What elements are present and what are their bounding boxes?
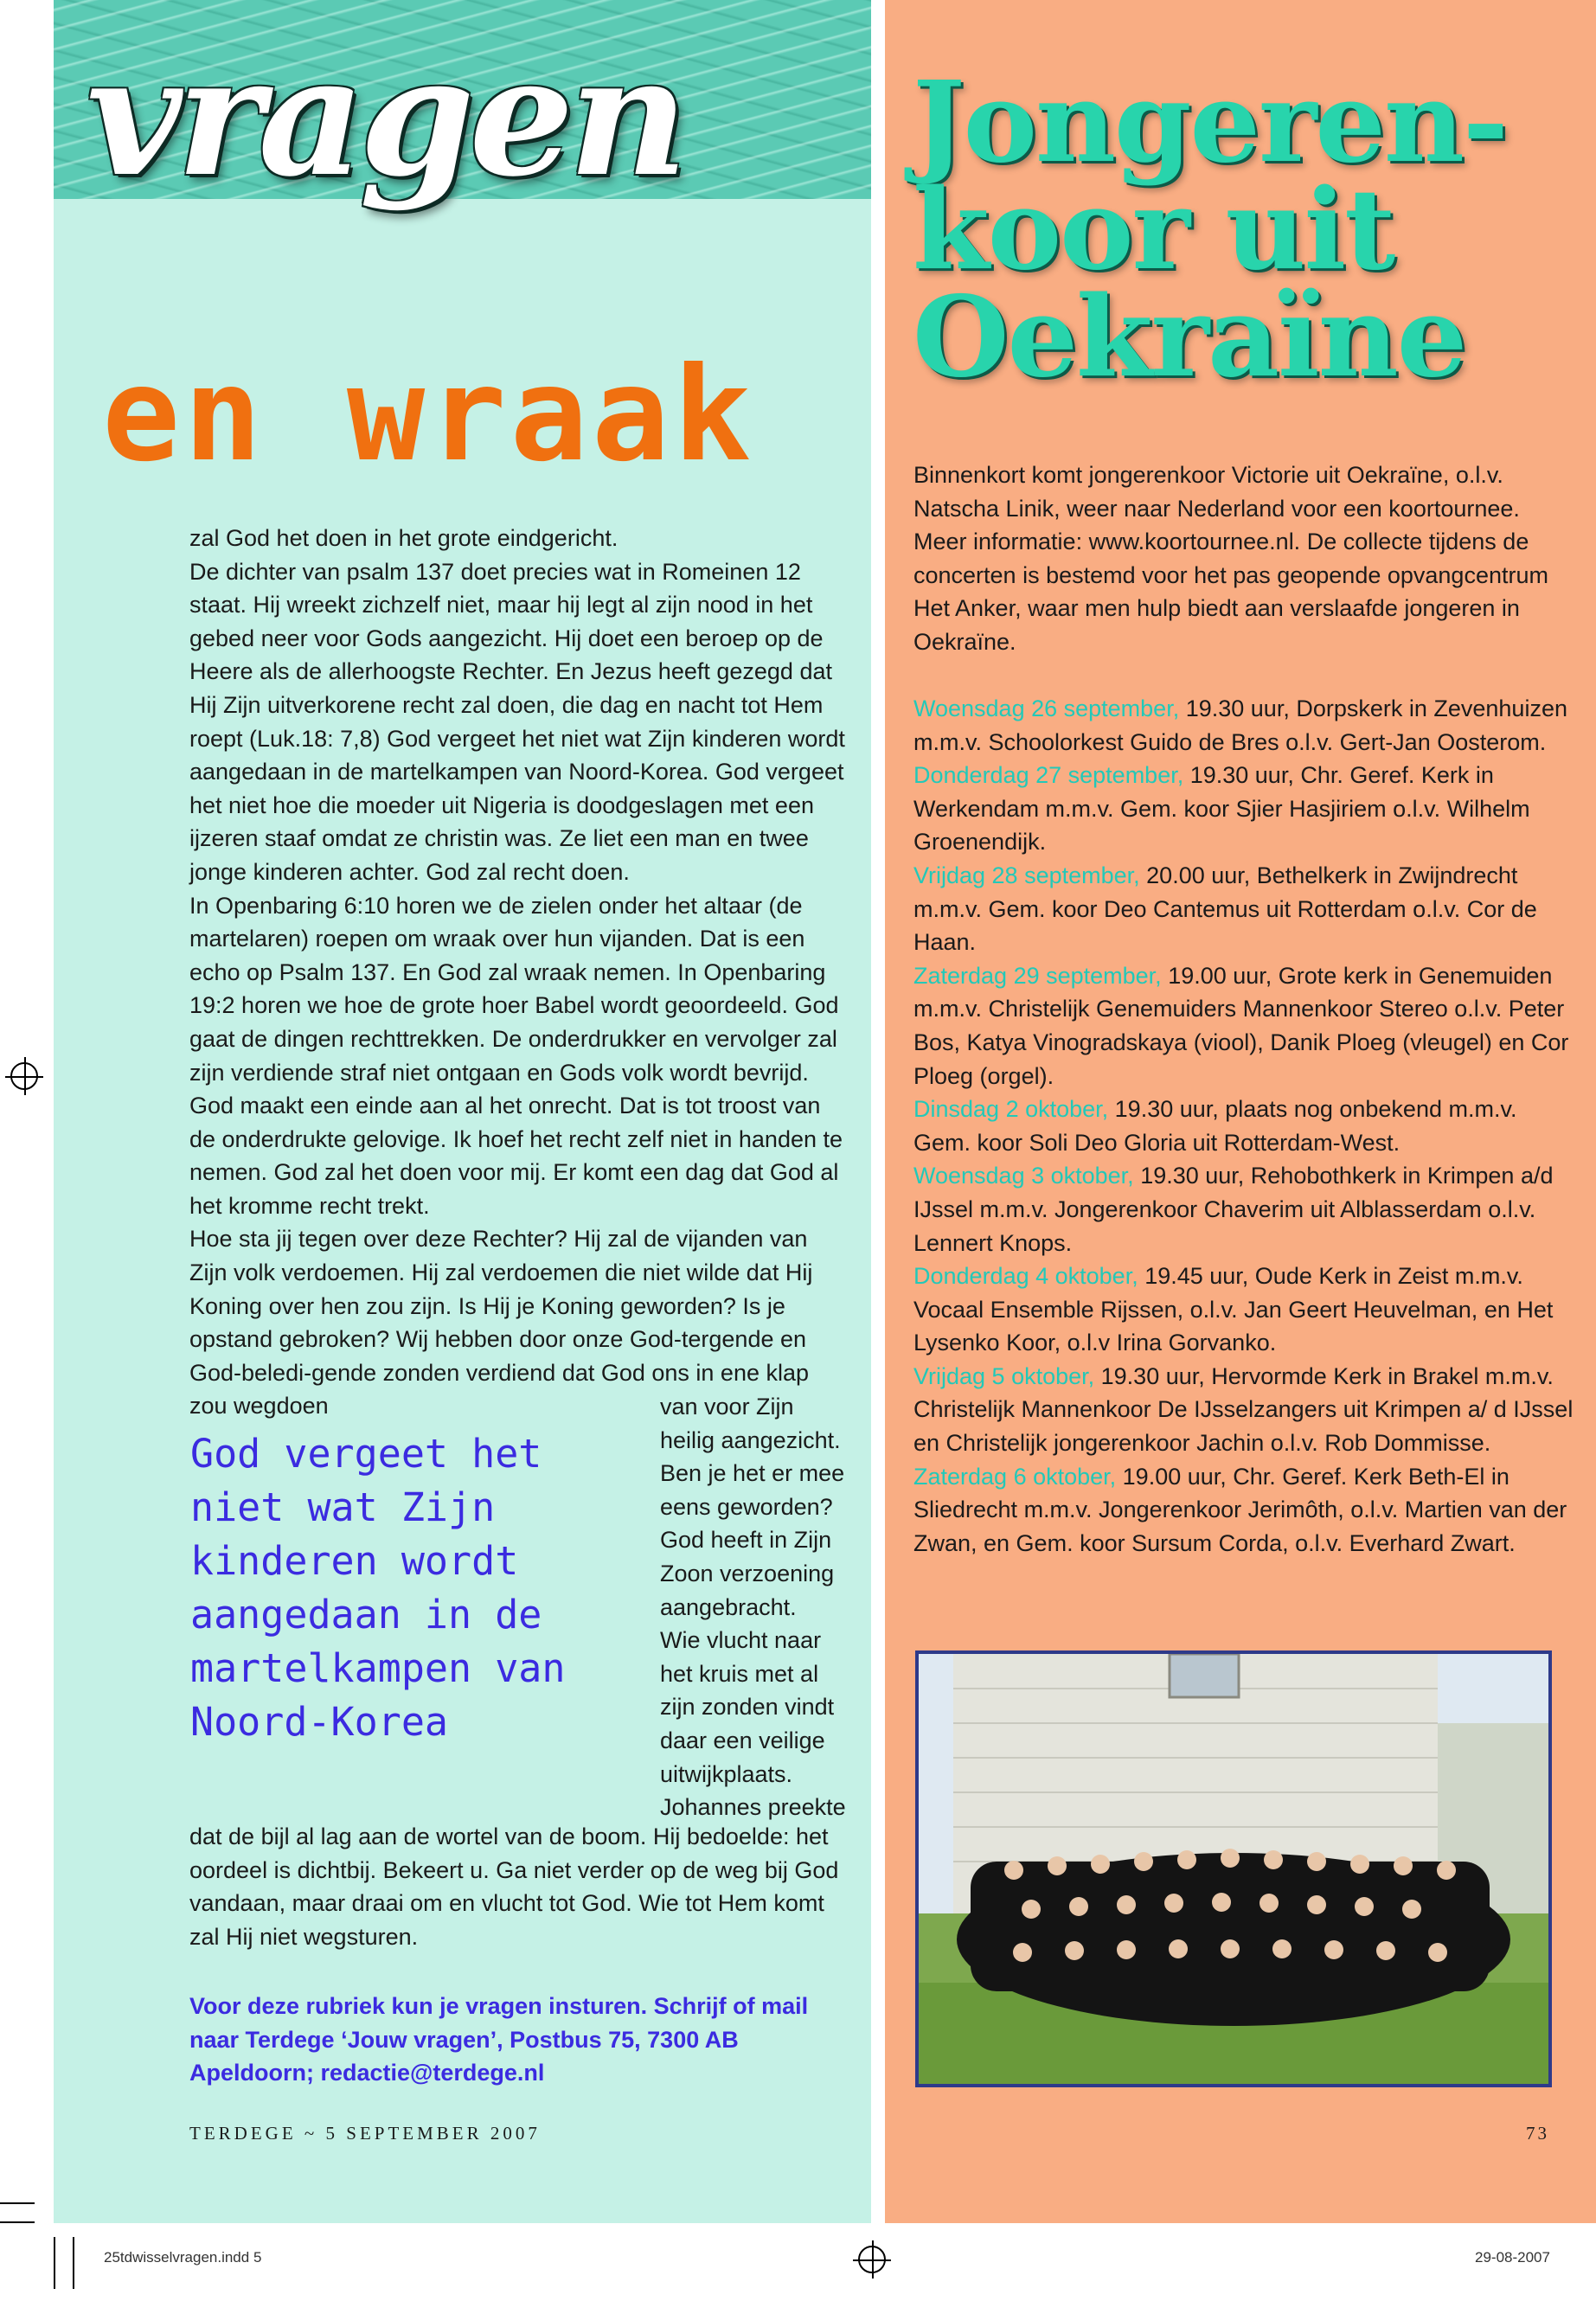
- crop-mark: [0, 2202, 35, 2204]
- concert-item: [913, 1460, 1580, 1561]
- concert-date: Donderdag 27 september,: [913, 762, 1184, 789]
- concert-details: 19.30 uur, Hervormde Kerk in Brakel m.m.v. Christelijk Mannenkoor De IJsselzangers uit Krimpen a/ d IJssel en Christelijk jongerenkoor Jachin o.l.v. Rob Dommisse.: [913, 1362, 1574, 1457]
- concert-date: Dinsdag 2 oktober,: [913, 1096, 1109, 1123]
- choir-photo-illustration: [919, 1654, 1548, 2084]
- crop-mark: [0, 2221, 35, 2223]
- page-footer-publication: TERDEGE ~ 5 SEPTEMBER 2007: [189, 2123, 541, 2144]
- crop-mark: [54, 2237, 55, 2289]
- concert-item: [913, 759, 1580, 859]
- concert-item: [913, 959, 1580, 1093]
- title-en-wraak: en wraak: [102, 340, 755, 490]
- article-continuation: dat de bijl al lag aan de wortel van de boom. Hij bedoelde: het oordeel is dichtbij. Bekeert u. Ga niet verder op de weg bij God vandaan, maar draai om en vlucht tot God. Wie tot Hem komt zal Hij niet wegsturen.: [189, 1823, 839, 1950]
- concert-item: [913, 859, 1580, 959]
- concert-date: Vrijdag 28 september,: [913, 862, 1140, 888]
- crop-mark: [73, 2237, 74, 2289]
- article-paragraphs: zal God het doen in het grote eindgericht. De dichter van psalm 137 doet precies wat in Romeinen 12 staat. Hij wreekt zichzelf niet, maar hij legt al zijn nood in het gebed neer voor Gods aangezicht. Hij doet een beroep op de Heere als de allerhoogste Rechter. En Jezus heeft gezegd dat Hij Zijn uitverkorene recht zal doen, die dag en nacht tot Hem roept (Luk.18: 7,8) God vergeet het niet wat Zijn kinderen wordt aangedaan in de martelkampen van Noord-Korea. God vergeet het niet hoe die moeder uit Nigeria is doodgeslagen met een ijzeren staaf omdat ze christin was. Ze liet een man en twee jonge kinderen achter. God zal recht doen. In Openbaring 6:10 horen we de zielen onder het altaar (de martelaren) roepen om wraak over hun vijanden. Dat is een echo op Psalm 137. En God zal wraak nemen. In Openbaring 19:2 horen we hoe de grote hoer Babel wordt geoordeeld. God gaat de dingen rechttrekken. De onderdrukker en vervolger zal zijn verdiende straf niet ontgaan en Gods volk wordt bevrijd. God maakt een einde aan al het onrecht. Dat is tot troost van de onderdrukte gelovige. Ik hoef het recht zelf niet in handen te nemen. God zal het doen voor mij. Er komt een dag dat God al het kromme recht trekt. Hoe sta jij tegen over deze Rechter? Hij zal de vijanden van Zijn volk verdoemen. Hij zal verdoemen die niet wilde dat Hij Koning over hen zou zijn. Is Hij je Koning geworden? Is je opstand gebroken? Wij hebben door onze God-tergende en God-beledi-gende zonden verdiend dat God ons in ene klap zou wegdoen: [189, 525, 845, 1420]
- contact-info: Voor deze rubriek kun je vragen insturen. Schrijf of mail naar Terdege ‘Jouw vragen’, Postbus 75, 7300 AB Apeldoorn; redactie@terdege.nl: [189, 1993, 809, 2086]
- concert-details: 19.30 uur, Dorpskerk in Zevenhuizen m.m.v. Schoolorkest Guido de Bres o.l.v. Gert-Jan Oosterom.: [913, 695, 1567, 755]
- registration-mark-left: [10, 1062, 38, 1090]
- article-body: [189, 522, 849, 1423]
- concert-date: Woensdag 3 oktober,: [913, 1163, 1134, 1189]
- concert-details: 19.00 uur, Grote kerk in Genemuiden m.m.v. Christelijk Genemuiders Mannenkoor Stereo o.l.v. Peter Bos, Katya Vinogradskaya (viool), Danik Ploeg (vleugel) en Cor Ploeg (orgel).: [913, 962, 1569, 1089]
- concert-list: [913, 692, 1580, 1560]
- concert-details: 19.30 uur, Rehobothkerk in Krimpen a/d IJssel m.m.v. Jongerenkoor Chaverim uit Alblasserdam o.l.v. Lennert Knops.: [913, 1163, 1554, 1256]
- concert-item: [913, 692, 1580, 759]
- concert-date: Vrijdag 5 oktober,: [913, 1362, 1095, 1389]
- concert-date: Donderdag 4 oktober,: [913, 1263, 1138, 1290]
- page-number: 73: [1526, 2123, 1549, 2144]
- concert-details: 19.30 uur, plaats nog onbekend m.m.v. Gem. koor Soli Deo Gloria uit Rotterdam-West.: [913, 1096, 1517, 1156]
- concert-details: 19.45 uur, Oude Kerk in Zeist m.m.v. Vocaal Ensemble Rijssen, o.l.v. Jan Geert Heuvelman, en Het Lysenko Koor, o.l.v Irina Gorvanko.: [913, 1263, 1554, 1356]
- concert-date: Zaterdag 6 oktober,: [913, 1463, 1117, 1490]
- registration-mark-bottom: [858, 2246, 886, 2273]
- pull-quote: God vergeet het niet wat Zijn kinderen wordt aangedaan in de martelkampen van Noord-Korea: [190, 1431, 566, 1745]
- concert-details: 19.30 uur, Chr. Geref. Kerk in Werkendam m.m.v. Gem. koor Sjier Hasjiriem o.l.v. Wilhelm Groenendijk.: [913, 762, 1530, 856]
- concert-item: [913, 1360, 1580, 1460]
- print-date-label: 29-08-2007: [1475, 2249, 1550, 2266]
- concert-date: Woensdag 26 september,: [913, 695, 1180, 721]
- print-file-label: 25tdwisselvragen.indd 5: [104, 2249, 262, 2266]
- concert-item: [913, 1159, 1580, 1259]
- choir-group-photo: [915, 1650, 1552, 2087]
- concert-details: 20.00 uur, Bethelkerk in Zwijndrecht m.m.v. Gem. koor Deo Cantemus uit Rotterdam o.l.v. Cor de Haan.: [913, 862, 1537, 956]
- concert-details: 19.00 uur, Chr. Geref. Kerk Beth-El in Sliedrecht m.m.v. Jongerenkoor Jerimôth, o.l.v. Martien van der Zwan, en Gem. koor Sursum Corda, o.l.v. Everhard Zwart.: [913, 1463, 1567, 1556]
- narrow-text-column: van voor Zijn heilig aangezicht. Ben je het er mee eens geworden? God heeft in Zijn Zoon verzoening aangebracht. Wie vlucht naar het kruis met al zijn zonden vindt daar een veilige uitwijkplaats. Johannes preekte: [660, 1394, 846, 1821]
- intro-paragraph: Binnenkort komt jongerenkoor Victorie uit Oekraïne, o.l.v. Natscha Linik, weer naar Nederland voor een koortournee. Meer informatie: www.koortournee.nl. De collecte tijdens de concerten is bestemd voor het pas geopende opvangcentrum Het Anker, waar men hulp biedt aan verslaafde jongeren in Oekraïne.: [913, 462, 1548, 655]
- title-vragen: vragen: [87, 20, 683, 213]
- concert-date: Zaterdag 29 september,: [913, 962, 1162, 989]
- title-jongerenkoor: Jongeren- koor uit Oekraïne: [913, 58, 1507, 402]
- concert-item: [913, 1093, 1580, 1159]
- concert-item: [913, 1259, 1580, 1360]
